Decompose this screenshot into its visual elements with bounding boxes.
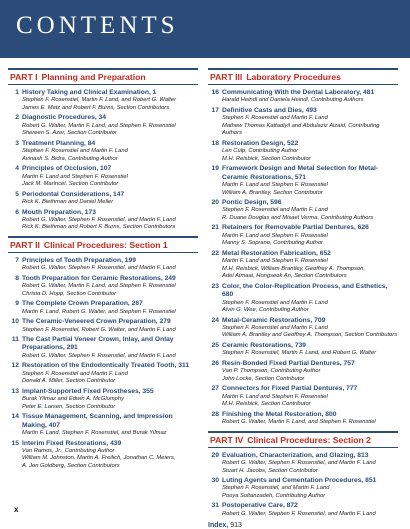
chapter-entry [208,385,398,408]
chapter-authors: Stephen F. Rosenstiel and Martin F. Land [222,324,328,331]
chapter-entry [8,336,198,360]
chapter-entry [8,413,198,437]
chapter-authors: Burak Yilmaz and Edwin A. McGlumphy [22,396,125,403]
chapter-number: 19 [211,165,219,173]
chapter-entry [8,440,198,471]
chapter-title: Color, the Color-Replication Process, and Esthetics, 680 [222,282,388,299]
chapter-authors: John Locke, Section Contributor [222,375,305,382]
chapter-entry [8,140,198,163]
chapter-entry [8,114,198,137]
index-label: Index, [208,522,229,529]
chapter-title: Tooth Preparation for Ceramic Restorations, 249 [22,274,176,282]
chapter-entry [8,388,198,411]
chapter-number: 31 [211,502,219,510]
chapter-authors: Robert G. Walter, Stephen F. Rosenstiel, and Martin F. Land [22,216,176,223]
chapter-entry [208,224,398,247]
chapter-authors: Peter E. Larsen, Section Contributor [22,403,116,410]
chapter-title: Evaluation, Characterization, and Glazing, 813 [222,451,369,459]
chapter-title: Pontic Design, 596 [222,199,282,207]
chapter-authors: Martin F. Land and Stephen F. Rosenstiel [222,182,328,189]
chapter-title: Tissue Management, Scanning, and Impression Making, 407 [22,413,173,429]
chapter-entry [208,452,398,475]
index-page: 913 [230,522,242,529]
chapter-authors: Christa D. Hopp, Section Contributor [22,290,117,297]
chapter-number: 15 [11,439,19,447]
chapter-authors: William A. Brantley, Section Contributor [222,189,323,196]
chapter-entry [8,318,198,334]
chapter-authors: Robert G. Walter, Stephen F. Rosenstiel, and Martin F. Land [22,265,176,272]
chapter-number: 26 [211,359,219,367]
chapter-title: Retainers for Removable Partial Dentures, 626 [222,224,369,232]
chapter-title: Restoration of the Endodontically Treated Tooth, 311 [22,362,190,370]
chapter-authors: Stuart H. Jacobs, Section Contributor [222,467,318,474]
chapter-title: The Complete Crown Preparation, 267 [22,300,143,308]
contents-header [0,0,410,58]
chapter-number: 29 [211,451,219,459]
chapter-authors: Donald A. Miller, Section Contributor [22,378,116,385]
chapter-authors: Stephen F. Rosenstiel, Martin F. Land, and Robert G. Walter [222,350,377,357]
chapter-title: Mouth Preparation, 173 [22,208,96,216]
chapter-number: 30 [211,477,219,484]
chapter-number: 8 [15,274,19,282]
chapter-title: Principles of Tooth Preparation, 199 [22,256,136,264]
part-title: Laboratory Procedures [246,72,341,82]
chapter-entry [208,165,398,197]
chapter-authors: Stephen F. Rosenstiel and Martin F. Land [222,207,328,214]
chapter-authors: Stephen F. Rosenstiel, and Martin F. Land [222,485,330,492]
chapter-entry [208,477,398,500]
chapter-authors: Robert G. Walter, Martin F. Land, and Stephen F. Rosenstiel [22,283,176,290]
chapter-authors: Len Culp, Contributing Author [222,148,299,155]
chapter-entry [208,250,398,281]
chapter-number: 17 [211,106,219,114]
chapter-number: 22 [211,249,219,257]
chapter-entry [208,107,398,138]
chapter-title: Interim Fixed Restorations, 439 [22,439,122,447]
part-title: Clinical Procedures: Section 1 [43,239,168,250]
chapter-authors: Alvin G. Wee, Contributing Author [222,307,309,314]
chapter-entry [208,360,398,383]
chapter-number: 4 [15,165,19,173]
chapter-number: 16 [211,89,219,96]
chapter-number: 18 [211,139,219,147]
left-column [8,64,198,472]
part-number: PART IV [210,434,244,445]
chapter-authors: Jack M. Marincel, Section Contributor [22,181,119,188]
chapter-authors: Avinash S. Bidra, Contributing Author [22,155,118,162]
chapter-number: 10 [11,318,19,326]
chapter-authors: Robert G. Walter, Stephen F. Rosenstiel, and Martin F. Land [22,352,176,359]
chapter-title: Treatment Planning, 84 [22,139,96,147]
chapter-title: The Cast Partial Veneer Crown, Inlay, and Onlay Preparations, 291 [22,336,174,352]
chapter-authors: William M. Johnston, Martin A. Freilich, Jonathan C. Meiers, [22,455,176,462]
chapter-authors: Stephen F. Rosenstiel and Martin F. Land [222,299,328,306]
chapter-number: 13 [11,387,19,395]
chapter-authors: James E. Metz and Robert F. Burns, Section Contributors [22,104,170,111]
chapter-title: Metal Restoration Fabrication, 652 [222,249,331,257]
chapter-authors: William A. Brantley and Geoffrey A. Thompson, Section Contributors [222,332,398,339]
chapter-number: 11 [11,336,19,344]
chapter-number: 2 [15,114,19,122]
chapter-authors: Mathew Thomas Kattadiyil and Abdulaziz Alzaid, Contributing Authors [222,122,380,137]
chapter-entry [8,275,198,298]
chapter-entry [208,140,398,163]
chapter-title: History Taking and Clinical Examination, 1 [22,89,157,96]
chapter-title: Metal-Ceramic Restorations, 709 [222,316,326,324]
chapter-authors: Robert G. Walter, Martin F. Land, and Stephen F. Rosenstiel [222,419,376,426]
chapter-number: 9 [15,300,19,308]
chapter-title: Ceramic Restorations, 739 [222,341,307,349]
chapter-authors: Stephen F. Rosenstiel and Martin F. Land [22,148,128,155]
chapter-title: Finishing the Metal Restoration, 800 [222,410,337,418]
chapter-authors: Rick K. Biethman and Daniel Meller [22,199,114,206]
chapter-authors: Robert G. Walter, Stephen F. Rosenstiel, and Martin F. Land [222,460,376,466]
chapter-entry [8,191,198,207]
chapter-authors: Martin F. Land, Robert G. Walter, and Stephen F. Rosenstiel [22,308,176,315]
index-entry [208,522,398,529]
chapter-entry [208,317,398,340]
chapter-title: Diagnostic Procedures, 34 [22,114,106,122]
chapter-number: 25 [211,341,219,349]
chapter-entry [8,165,198,188]
right-column [208,64,398,529]
chapter-authors: R. Duane Douglas and Misael Verma, Contributing Authors [222,214,374,221]
chapter-entry [208,502,398,518]
chapter-authors: Pooya Soltanzadeh, Contributing Author [222,492,326,499]
chapter-entry [208,283,398,315]
chapter-authors: Van Ramos, Jr., Contributing Author [22,447,115,454]
chapter-title: Luting Agents and Cementation Procedures, 851 [222,477,377,484]
chapter-authors: Van P. Thompson, Contributing Author [222,368,321,375]
chapter-number: 24 [211,316,219,324]
chapter-number: 12 [11,362,19,370]
chapter-title: Connectors for Fixed Partial Dentures, 777 [222,385,358,393]
part-title: Planning and Preparation [41,72,146,82]
chapter-title: Principles of Occlusion, 107 [22,165,112,173]
chapter-title: Implant-Supported Fixed Prostheses, 355 [22,387,154,395]
chapter-number: 20 [211,199,219,207]
part-heading [8,236,198,253]
chapter-authors: Robert G. Walter, Stephen F. Rosenstiel, and Martin F. Land [222,510,376,517]
chapter-number: 14 [11,413,19,421]
chapter-authors: Martin F. Land and Stephen F. Rosenstiel [222,232,328,239]
chapter-authors: Harald Heindl and Daniela Heindl, Contributing Authors [222,97,364,104]
chapter-title: Restoration Design, 522 [222,139,299,147]
chapter-entry [8,209,198,232]
part-number: PART II [10,239,40,250]
chapter-authors: Martin F. Land and Stephen F. Rosenstiel [222,258,328,265]
chapter-number: 1 [15,89,19,96]
part-heading [208,68,398,85]
page-number: x [14,505,19,514]
chapter-entry [8,362,198,385]
chapter-title: Definitive Casts and Dies, 493 [222,106,317,114]
chapter-number: 6 [15,208,19,216]
chapter-entry [8,89,198,112]
chapter-authors: M.H. Reisbick, William Brantley, Geoffrey A. Thompson, [222,265,365,272]
chapter-authors: Stephen F. Rosenstiel, Martin F. Land, and Robert G. Walter [22,97,177,104]
chapter-number: 21 [211,224,219,232]
chapter-number: 5 [15,190,19,198]
chapter-authors: Shereen S. Azer, Section Contributor [22,130,117,137]
chapter-number: 3 [15,139,19,147]
part-title: Clinical Procedures: Section 2 [247,434,371,445]
chapter-number: 23 [211,282,219,290]
chapter-authors: Martin F. Land and Stephen F. Rosenstiel [222,393,328,400]
chapter-entry [8,257,198,273]
part-heading [8,68,198,85]
chapter-title: Postoperative Care, 872 [222,502,298,510]
part-number: PART III [210,72,243,82]
chapter-authors: Rick K. Biethman and Robert F. Burns, Section Contributors [22,224,176,231]
chapter-number: 28 [211,410,219,418]
chapter-number: 7 [15,256,19,264]
chapter-entry [208,411,398,427]
part-number: PART I [10,72,38,82]
chapter-authors: Stephen F. Rosenstiel, Robert G. Walter, and Martin F. Land [22,326,176,333]
chapter-authors: Stephen F. Rosenstiel and Martin F. Land [222,115,328,122]
chapter-number: 27 [211,385,219,393]
chapter-entry [208,342,398,358]
chapter-title: Communicating With the Dental Laboratory, 481 [222,89,375,96]
chapter-authors: Robert G. Walter, Martin F. Land, and Stephen F. Rosenstiel [22,122,176,129]
chapter-authors: Martin F. Land, Stephen F. Rosenstiel, and Burak Yilmaz [22,430,167,436]
part-heading [208,431,398,448]
chapter-title: Periodontal Considerations, 147 [22,190,125,198]
page-title: CONTENTS [16,12,179,39]
chapter-authors: Manny S. Soprano, Contributing Author [222,240,323,247]
chapter-authors: Martin F. Land and Stephen F. Rosenstiel [22,173,128,180]
chapter-title: Resin-Bonded Fixed Partial Dentures, 757 [222,359,355,367]
chapter-authors: Adel Atmaai, Hongseok An, Section Contributors [222,273,347,280]
chapter-entry [208,199,398,222]
chapter-entry [208,89,398,105]
chapter-authors: Stephen F. Rosenstiel and Martin F. Land [22,370,128,377]
chapter-title: Framework Design and Metal Selection for Metal-Ceramic Restorations, 571 [222,165,379,181]
chapter-authors: A. Jon Goldberg, Section Contributors [22,462,120,469]
chapter-authors: M.H. Reisbick, Section Contributor [222,401,311,408]
chapter-entry [8,300,198,316]
chapter-authors: M.H. Reisbick, Section Contributor [222,155,311,162]
chapter-title: The Ceramic-Veneered Crown Preparation, 279 [22,318,171,326]
